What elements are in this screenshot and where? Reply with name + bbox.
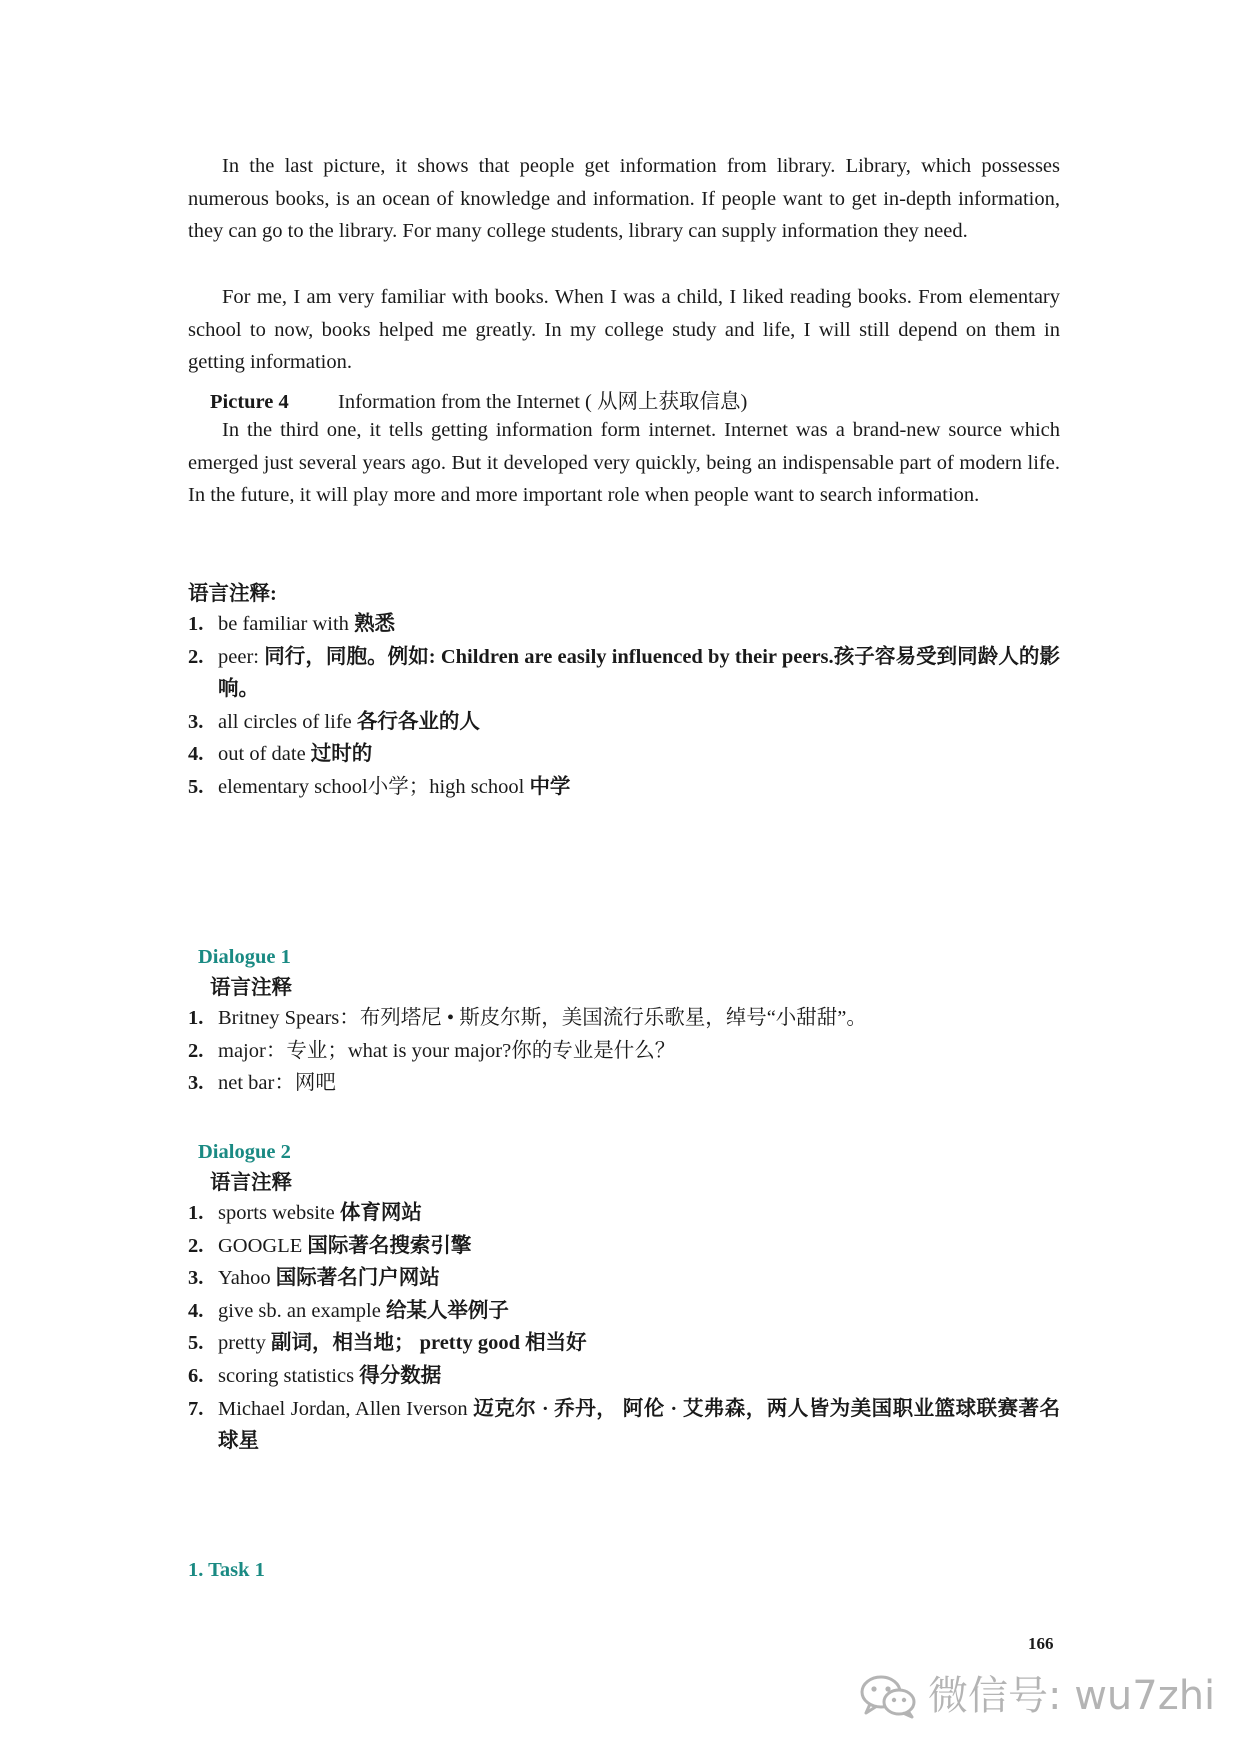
dialogue-1-notes-heading: 语言注释 (210, 977, 292, 999)
list-item: 3. Yahoo 国际著名门户网站 (188, 1267, 440, 1290)
list-item: 4. out of date 过时的 (188, 743, 373, 766)
list-item: 2. peer: 同行，同胞。例如: Children are easily influenced by their peers.孩子容易受到同龄人的影响。 (188, 645, 1060, 701)
list-item: 7. Michael Jordan, Allen Iverson 迈克尔 · 乔丹， 阿伦 · 艾弗森，两人皆为美国职业篮球联赛著名球星 (188, 1397, 1060, 1453)
picture-4-label: Picture 4 (210, 391, 289, 413)
paragraph-internet: In the third one, it tells getting information form internet. Internet was a brand-new source which emerged just several years ago. But it developed very quickly, being an indispensable part of modern life. In the future, it will play more and more important role when people want to search information. (188, 419, 1060, 507)
dialogue-1-title: Dialogue 1 (198, 946, 291, 968)
list-item: 5. pretty 副词，相当地； pretty good 相当好 (188, 1332, 587, 1355)
language-notes-heading: 语言注释: (188, 583, 277, 605)
dialogue-2-title: Dialogue 2 (198, 1141, 291, 1163)
list-item: 1. be familiar with 熟悉 (188, 613, 396, 635)
picture-4-title: Information from the Internet ( 从网上获取信息) (338, 391, 748, 413)
dialogue-1-notes-list (188, 1002, 1060, 1100)
list-item: 3. all circles of life 各行各业的人 (188, 710, 480, 733)
list-item: 3. net bar：网吧 (188, 1072, 336, 1095)
paragraph-library: In the last picture, it shows that people get information from library. Library, which possesses numerous books, is an ocean of knowledge and information. If people want to get in-depth information, they can go to the library. For many college students, library can supply information they need. (188, 155, 1060, 243)
wechat-icon (858, 1673, 918, 1719)
language-notes-list (188, 608, 1060, 804)
list-item: 6. scoring statistics 得分数据 (188, 1364, 442, 1387)
list-item: 2. GOOGLE 国际著名搜索引擎 (188, 1234, 472, 1257)
dialogue-2-notes-heading: 语言注释 (210, 1172, 292, 1194)
list-item: 1. sports website 体育网站 (188, 1202, 422, 1224)
watermark (858, 1668, 1215, 1724)
paragraph-books: For me, I am very familiar with books. When I was a child, I liked reading books. From elementary school to now, books helped me greatly. In my college study and life, I will still depend on them in getting information. (188, 286, 1060, 374)
list-item: 2. major：专业；what is your major?你的专业是什么？ (188, 1039, 676, 1062)
list-item: 5. elementary school小学；high school 中学 (188, 775, 571, 798)
list-item: 1. Britney Spears：布列塔尼 • 斯皮尔斯，美国流行乐歌星，绰号“小甜甜”。 (188, 1007, 867, 1029)
page-number: 166 (1028, 1634, 1054, 1653)
list-item: 4. give sb. an example 给某人举例子 (188, 1299, 509, 1322)
dialogue-2-notes-list (188, 1197, 1060, 1458)
watermark-text: 微信号: wu7zhi (928, 1673, 1216, 1719)
task-1-title: 1. Task 1 (188, 1559, 265, 1581)
